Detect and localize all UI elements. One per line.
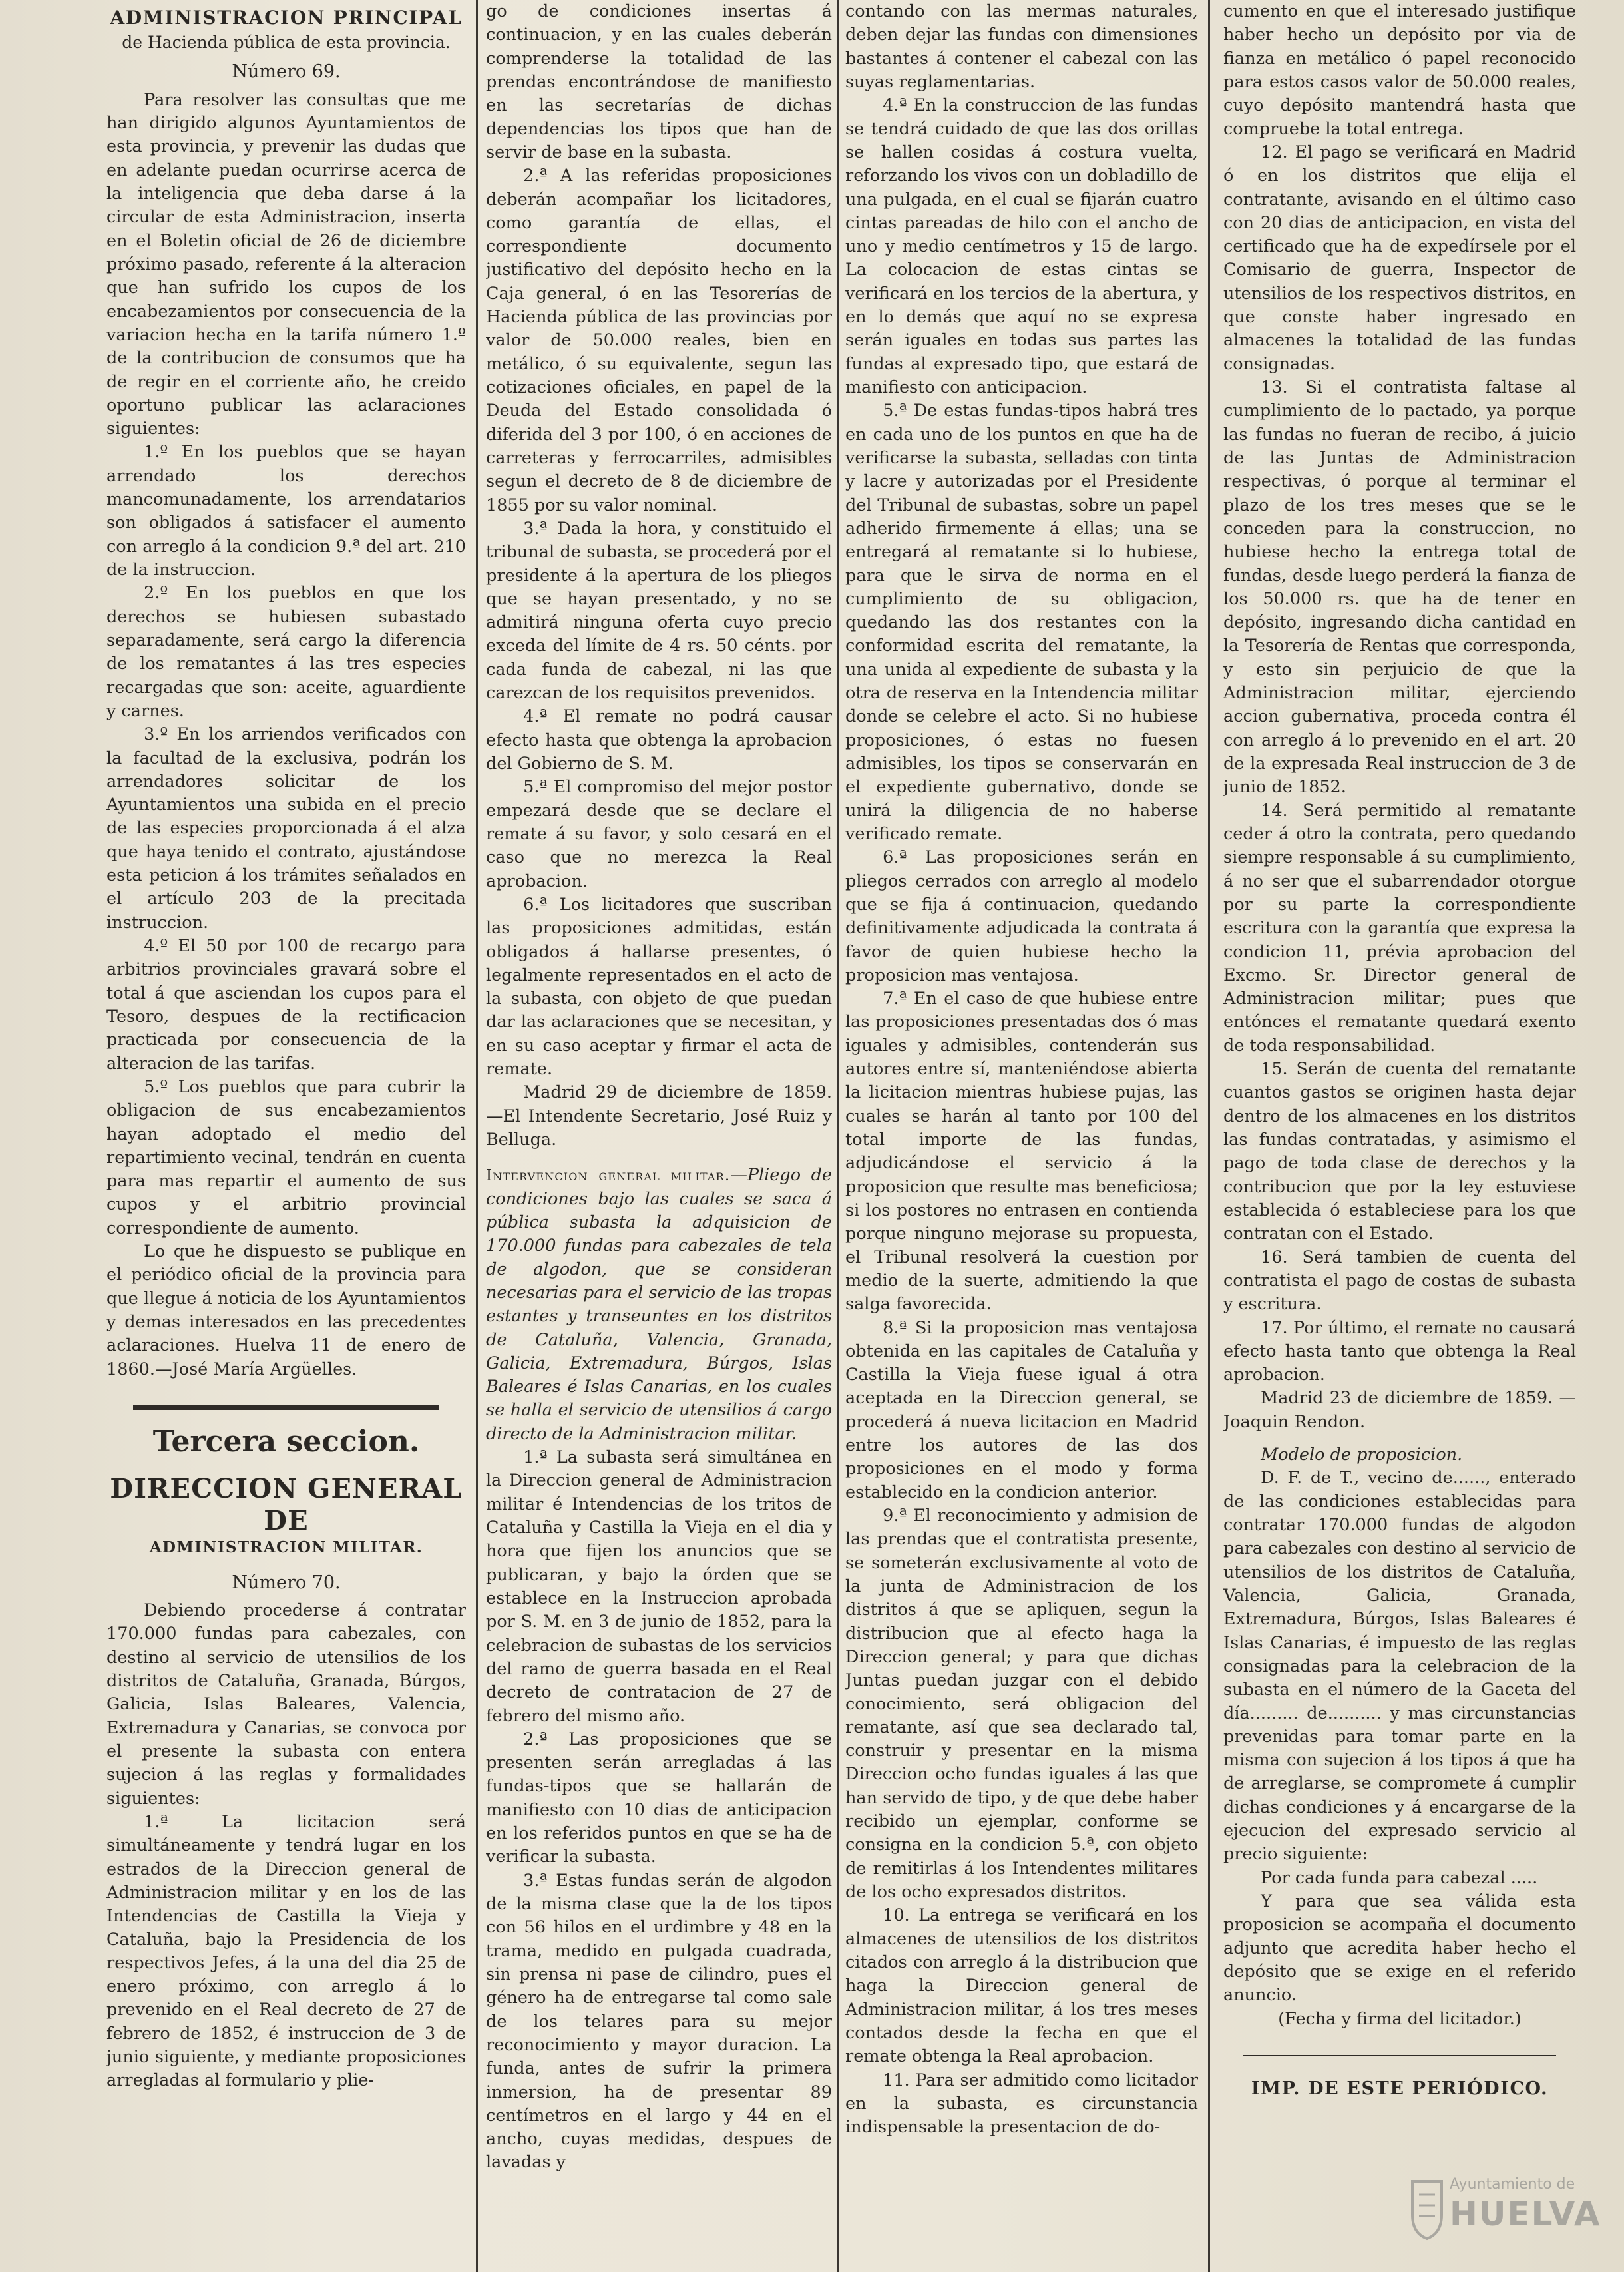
pliego-heading bbox=[486, 1164, 832, 1446]
watermark-line2: HUELVA bbox=[1450, 2195, 1601, 2233]
paragraph: 2.ª A las referidas proposiciones deberán acompañar los licitadores, como garantía de ellas, el correspondiente documento justificativo del depósito hecho en la Caja general, ó en las Tesorerías de Hacienda pública de las provincias por valor de 50.000 reales, bien en metálico, ó su equivalente, segun las cotizaciones oficiales, en papel de la Deuda del Estado consolidada ó diferida del 3 por 100, ó en acciones de carreteras y ferrocarriles, admisibles segun el decreto de 8 de diciembre de 1855 por su valor nominal. bbox=[486, 166, 832, 515]
column-2 bbox=[486, 0, 832, 2272]
paragraph: Lo que he dispuesto se publique en el periódico oficial de la provincia para que llegue á noticia de los Ayuntamientos y demas interesados en las precedentes aclaraciones. Huelva 11 de enero de 1860.—José María Argüelles. bbox=[106, 1242, 466, 1379]
paragraph: 10. La entrega se verificará en los almacenes de utensilios de los distritos citados con arreglo á la distribucion que haga la Direccion general de Administracion militar, á los tres meses contados desde la fecha en que el remate obtenga la Real aprobacion. bbox=[845, 1905, 1198, 2067]
paragraph: 5.ª El compromiso del mejor postor empezará desde que se declare el remate á su favor, y solo cesará en el caso que no merezca la Real aprobacion. bbox=[486, 777, 832, 891]
crest-icon bbox=[1410, 2175, 1444, 2241]
paragraph: 15. Serán de cuenta del rematante cuantos gastos se originen hasta dejar dentro de los almacenes en los distritos las fundas contratadas, y asimismo el pago de toda clase de derechos y la contribucion que por la ley estuviese establecida ó estableciese para los que contratan con el Estado. bbox=[1223, 1059, 1576, 1244]
paragraph: go de condiciones insertas á continuacion, y en las cuales deberán comprenderse la totalidad de las prendas encontrándose de manifiesto en las secretarías de dichas dependencias los tipos que han de servir de base en la subasta. bbox=[486, 1, 832, 162]
paragraph: 1.º En los pueblos que se hayan arrendado los derechos mancomunadamente, los arrendatarios son obligados á satisfacer el aumento con arreglo á la condicion 9.ª del art. 210 de la instruccion. bbox=[106, 442, 466, 580]
paragraph: 4.ª En la construccion de las fundas se tendrá cuidado de que las dos orillas se hallen cosidas á costura vuelta, reforzando los vivos con un dobladillo de una pulgada, en el cual se fijarán cuatro cintas pareadas de hilo con el ancho de uno y medio centímetros y 15 de largo. La colocacion de estas cintas se verificará en los tercios de la abertura, y en lo demás que aquí no se expresa serán iguales en todas sus partes las fundas al expresado tipo, que estará de manifiesto con anticipacion. bbox=[845, 95, 1198, 397]
section-title: Tercera seccion. bbox=[152, 1424, 420, 1459]
paragraph: Por cada funda para cabezal ..... bbox=[1261, 1867, 1538, 1888]
ayuntamiento-watermark bbox=[1396, 2169, 1609, 2249]
paragraph: 4.ª El remate no podrá causar efecto hasta que obtenga la aprobacion del Gobierno de S. M. bbox=[486, 706, 832, 774]
paragraph: 9.ª El reconocimiento y admision de las prendas que el contratista presente, se someterán exclusivamente al voto de la junta de Administracion de los distritos á que se apliquen, segun la distribucion que al efecto haga la Direccion general; y para que dichas Juntas puedan juzgar con el debido conocimiento, será obligacion del rematante, así que sea declarado tal, construir y presentar en la misma Direccion ocho fundas iguales á las que han servido de tipo, y de que debe haber recibido un ejemplar, conforme se consigna en la condicion 5.ª, con objeto de remitirlas á los Intendentes militares de los ocho expresados distritos. bbox=[845, 1506, 1198, 1902]
paragraph: 13. Si el contratista faltase al cumplimiento de lo pactado, ya porque las fundas no fueran de recibo, á juicio de las Juntas de Administracion respectivas, ó porque al terminar el plazo de los tres meses que se le conceden para la construccion, no hubiese hecho la entrega total de fundas, desde luego perderá la fianza de los 50.000 rs. que ha de tener en depósito, ingresando dicha cantidad en la Tesorería de Rentas que corresponda, y esto sin perjuicio de que la Administracion militar, ejerciendo accion gubernativa, proceda contra él con arreglo á lo prevenido en el art. 20 de la expresada Real instruccion de 3 de junio de 1852. bbox=[1223, 377, 1576, 797]
paragraph: 2.º En los pueblos en que los derechos se hubiesen subastado separadamente, será cargo la diferencia de los rematantes á las tres especies recargadas que son: aceite, aguardiente y carnes. bbox=[106, 583, 466, 721]
paragraph: 16. Será tambien de cuenta del contratista el pago de costas de subasta y escritura. bbox=[1223, 1247, 1576, 1315]
column-3 bbox=[845, 0, 1198, 2272]
paragraph: 3.º En los arriendos verificados con la facultad de la exclusiva, podrán los arrendadores solicitar de los Ayuntamientos una subida en el precio de las especies proporcionada á el alza que haya tenido el contrato, ajustándose esta peticion á los trámites señalados en el artículo 203 de la precitada instruccion. bbox=[106, 724, 466, 933]
heading-administracion: ADMINISTRACION PRINCIPAL bbox=[110, 7, 463, 29]
paragraph: 5.º Los pueblos que para cubrir la obligacion de sus encabezamientos hayan adoptado el medio del repartimiento vecinal, tendrán en cuenta para mas repartir el aumento de sus cupos y el arbitrio provincial correspondiente de aumento. bbox=[106, 1076, 466, 1238]
paragraph: 4.º El 50 por 100 de recargo para arbitrios provinciales gravará sobre el total á que asciendan los cupos para el Tesoro, despues de la rectificacion practicada por consecuencia de la alteracion de las tarifas. bbox=[106, 936, 466, 1074]
heading-direccion-general: DIRECCION GENERAL DE bbox=[110, 1473, 463, 1536]
article-number: Número 70. bbox=[232, 1572, 341, 1593]
paragraph: 5.ª De estas fundas-tipos habrá tres en cada uno de los puntos en que ha de verificarse la subasta, selladas con tinta y lacre y autorizadas por el Presidente del Tribunal de subastas, sobre un papel adherido firmemente á ellas; una se entregará al rematante si lo hubiese, para que le sirva de norma en el cumplimiento de su obligacion, quedando las dos restantes con la conformidad escrita del rematante, la una unida al expediente de subasta y la otra de reserva en la Intendencia militar donde se celebre el acto. Si no hubiese proposiciones, ó estas no fuesen admisibles, los tipos se conservarán en el expediente gubernativo, donde se unirá la diligencia de no haberse verificado remate. bbox=[845, 401, 1198, 844]
paragraph: Debiendo procederse á contratar 170.000 fundas para cabezales, con destino al servicio de utensilios de los distritos de Cataluña, Granada, Búrgos, Galicia, Islas Baleares, Valencia, Extremadura y Canarias, se convoca por el presente la subasta con entera sujecion á las reglas y formalidades siguientes: bbox=[106, 1600, 466, 1809]
intervencion-label: Intervencion general militar. bbox=[486, 1167, 731, 1185]
paragraph: contando con las mermas naturales, deben dejar las fundas con dimensiones bastantes á contener el cabezal con las suyas reglamentarias. bbox=[845, 1, 1198, 92]
paragraph: 11. Para ser admitido como licitador en la subasta, es circunstancia indispensable la presentacion de do- bbox=[845, 2070, 1198, 2138]
paragraph: 6.ª Los licitadores que suscriban las proposiciones admitidas, están obligados á hallarse presentes, ó legalmente representados en el acto de la subasta, con objeto de que puedan dar las aclaraciones que se necesitan, y en su caso aceptar y firmar el acta de remate. bbox=[486, 894, 832, 1080]
column-rule bbox=[476, 0, 478, 2272]
watermark-line1: Ayuntamiento de bbox=[1450, 2176, 1575, 2193]
section-divider bbox=[133, 1405, 439, 1410]
paragraph: 3.ª Dada la hora, y constituido el tribunal de subasta, se procederá por el presidente á la apertura de los pliegos que se hayan presentado, y no se admitirá ninguna oferta cuyo precio exceda del límite de 4 rs. 50 cénts. por cada funda de cabezal, ni las que carezcan de los requisitos prevenidos. bbox=[486, 518, 832, 704]
subheading-administracion-militar: ADMINISTRACION MILITAR. bbox=[149, 1538, 423, 1556]
paragraph: 14. Será permitido al rematante ceder á otro la contrata, pero quedando siempre responsable á su cumplimiento, á no ser que el subarrendador otorgue por su parte la correspondiente escritura con la garantía que expresa la condicion 11, prévia aprobacion del Excmo. Sr. Director general de Administracion militar; pues que entónces el rematante quedará exento de toda responsabilidad. bbox=[1223, 800, 1576, 1056]
paragraph: cumento en que el interesado justifique haber hecho un depósito por via de fianza en metálico ó papel reconocido para estos casos valor de 50.000 reales, cuyo depósito mantendrá hasta que compruebe la total entrega. bbox=[1223, 1, 1576, 139]
paragraph: 7.ª En el caso de que hubiese entre las proposiciones presentadas dos ó mas iguales y admisibles, contenderán sus autores entre sí, manteniéndose abierta la licitacion mientras hubiese pujas, las cuales se harán al tanto por 100 del total importe de las fundas, adjudicándose el servicio á la proposicion que resulte mas beneficiosa; si los postores no entrasen en contienda porque ninguno mejorase su propuesta, el Tribunal resolverá la cuestion por medio de la suerte, admitiendo la que salga favorecida. bbox=[845, 989, 1198, 1315]
article-number: Número 69. bbox=[232, 61, 341, 83]
paragraph: D. F. de T., vecino de......, enterado de las condiciones establecidas para contratar 170.000 fundas de algodon para cabezales con destino al servicio de utensilios de los distritos de Cataluña, Valencia, Galicia, Granada, Extremadura, Búrgos, Islas Baleares é Islas Canarias, é impuesto de las reglas consignadas para la celebracion de la subasta en el número de la Gaceta del día......... de.......... y mas circunstancias prevenidas para tomar parte en la misma con sujecion á los tipos á que ha de arreglarse, se compromete á cumplir dichas condiciones y á encargarse de la ejecucion del expresado servicio al precio siguiente: bbox=[1223, 1468, 1576, 1865]
paragraph: Para resolver las consultas que me han dirigido algunos Ayuntamientos de esta provincia, y prevenir las dudas que en adelante puedan ocurrirse acerca de la inteligencia que deba darse á la circular de esta Administracion, inserta en el Boletin oficial de 26 de diciembre próximo pasado, referente á la alteracion que han sufrido los cupos de los encabezamientos por consecuencia de la variacion hecha en la tarifa número 1.º de la contribucion de consumos que ha de regir en el corriente año, he creido oportuno publicar las aclaraciones siguientes: bbox=[106, 89, 466, 439]
column-4 bbox=[1223, 0, 1576, 2272]
modelo-heading: Modelo de proposicion. bbox=[1261, 1445, 1463, 1465]
paragraph: Madrid 29 de diciembre de 1859. —El Intendente Secretario, José Ruiz y Belluga. bbox=[486, 1082, 832, 1150]
printer-imprint: IMP. DE ESTE PERIÓDICO. bbox=[1251, 2078, 1549, 2099]
paragraph: 2.ª Las proposiciones que se presenten serán arregladas á las fundas-tipos que se hallarán de manifiesto con 10 dias de anticipacion en los referidos puntos en que se ha de verificar la subasta. bbox=[486, 1729, 832, 1867]
paragraph: 12. El pago se verificará en Madrid ó en los distritos que elija el contratante, avisando en el último caso con 20 dias de anticipacion, en vista del certificado que ha de expedírsele por el Comisario de guerra, Inspector de utensilios de los respectivos distritos, en que conste haber ingresado en almacenes la totalidad de las fundas consignadas. bbox=[1223, 142, 1576, 374]
column-1 bbox=[106, 0, 466, 2272]
paragraph: Madrid 23 de diciembre de 1859. —Joaquin Rendon. bbox=[1223, 1388, 1576, 1432]
paragraph: Y para que sea válida esta proposicion se acompaña el documento adjunto que acredita haber hecho el depósito que se exige en el referido anuncio. bbox=[1223, 1891, 1576, 2006]
paragraph: 3.ª Estas fundas serán de algodon de la misma clase que la de los tipos con 56 hilos en el urdimbre y 48 en la trama, medido en pulgada cuadrada, sin prensa ni pase de cilindro, pues el género ha de entregarse tal como sale de los telares para su mejor reconocimiento y mayor duracion. La funda, antes de sufrir la primera inmersion, ha de presentar 89 centímetros en el largo y 44 en el ancho, cuyas medidas, despues de lavadas y bbox=[486, 1870, 832, 2173]
paragraph: 1.ª La licitacion será simultáneamente y tendrá lugar en los estrados de la Direccion general de Administracion militar y en los de las Intendencias de Castilla la Vieja y Cataluña, bajo la Presidencia de los respectivos Jefes, á la una del dia 25 de enero próximo, con arreglo á lo prevenido en el Real decreto de 27 de febrero de 1852, é instruccion de 3 de junio siguiente, y mediante proposiciones arregladas al formulario y plie- bbox=[106, 1811, 466, 2091]
subheading-hacienda: de Hacienda pública de esta provincia. bbox=[122, 32, 451, 52]
pliego-title: —Pliego de condiciones bajo las cuales se saca á pública subasta la adquisicion de 170.000 fundas para cabezales de tela de algodon, que se consideran necesarias para el servicio de las tropas estantes y transeuntes en los distritos de Cataluña, Valencia, Granada, Galicia, Extremadura, Búrgos, Islas Baleares é Islas Canarias, en los cuales se halla el servicio de utensilios á cargo directo de la Administracion militar. bbox=[486, 1165, 832, 1444]
column-rule bbox=[837, 0, 839, 2272]
paragraph: 17. Por último, el remate no causará efecto hasta tanto que obtenga la Real aprobacion. bbox=[1223, 1317, 1576, 1385]
paragraph: 1.ª La subasta será simultánea en la Direccion general de Administracion militar é Intendencias de los tritos de Cataluña y Castilla la Vieja en el dia y hora que fijen los anuncios que se publicaran, y bajo la órden que se establece en la Instruccion aprobada por S. M. en 3 de junio de 1852, para la celebracion de subastas de los servicios del ramo de guerra basada en el Real decreto de contratacion de 27 de febrero del mismo año. bbox=[486, 1447, 832, 1726]
paragraph: 6.ª Las proposiciones serán en pliegos cerrados con arreglo al modelo que se fija á continuacion, quedando definitivamente adjudicada la contrata á favor de quien hubiese hecho la proposicion mas ventajosa. bbox=[845, 847, 1198, 985]
paragraph: 8.ª Si la proposicion mas ventajosa obtenida en las capitales de Cataluña y Castilla la Vieja fuese igual á otra aceptada en la Direccion general, se procederá á nueva licitacion en Madrid entre los autores de las dos proposiciones en el modo y forma establecido en la condicion anterior. bbox=[845, 1317, 1198, 1502]
column-rule bbox=[1208, 0, 1210, 2272]
signature-line: (Fecha y firma del licitador.) bbox=[1278, 2008, 1522, 2029]
closing-rule bbox=[1243, 2055, 1556, 2056]
